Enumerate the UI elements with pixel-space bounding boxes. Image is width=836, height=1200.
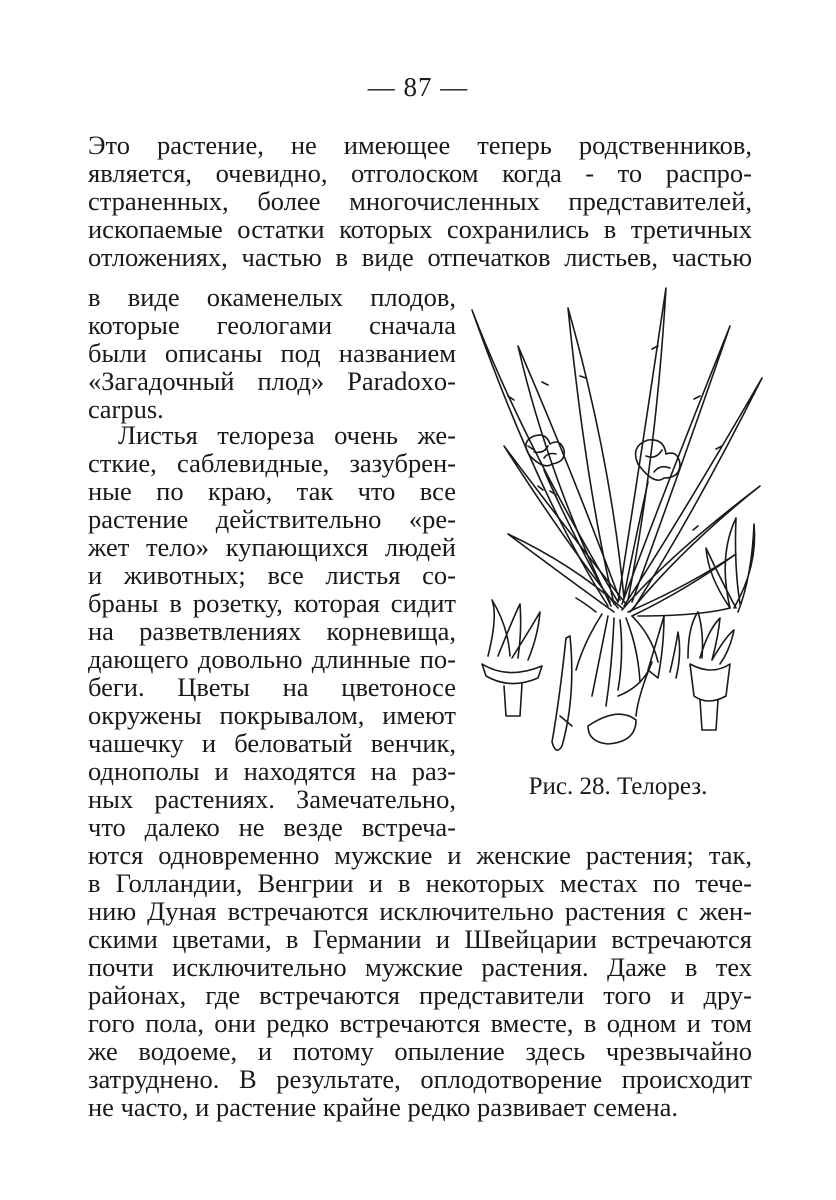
text-line: сткие, саблевидные, зазубрен-: [88, 448, 456, 478]
text-line: отложениях, частью в виде отпечатков листьев, частью: [88, 242, 752, 272]
text-line: почти исключительно мужские растения. Даже в тех: [88, 952, 752, 982]
figure-caption: Рис. 28. Телорез.: [528, 773, 708, 800]
text-line: скими цветами, в Германии и Швейцарии встречаются: [88, 924, 752, 954]
text-line: «Загадочный плод» Paradoxo-: [88, 366, 456, 396]
text-line: беги. Цветы на цветоносе: [88, 672, 456, 702]
plant-illustration: [468, 286, 768, 764]
text-line: ископаемые остатки которых сохранились в третичных: [88, 214, 752, 244]
text-line: и животных; все листья со-: [88, 560, 456, 590]
text-line: ных растениях. Замечательно,: [88, 784, 456, 814]
text-line: ные по краю, так что все: [88, 476, 456, 506]
text-line: жет тело» купающихся людей: [88, 532, 456, 562]
text-line: Листья телореза очень же-: [118, 420, 456, 450]
page-number: — 87 —: [367, 72, 469, 102]
text-line: чашечку и беловатый венчик,: [88, 728, 456, 758]
text-line: является, очевидно, отголоском когда - то распро-: [88, 158, 752, 188]
text-line: дающего довольно длинные по-: [88, 644, 456, 674]
text-line: которые геологами сначала: [88, 310, 456, 340]
text-line: нию Дуная встречаются исключительно растения с жен-: [88, 896, 752, 926]
text-line: растение действительно «ре-: [88, 504, 456, 534]
text-line: были описаны под названием: [88, 338, 456, 368]
text-line: не часто, и растение крайне редко развивает семена.: [88, 1092, 679, 1122]
text-line: однополы и находятся на раз-: [88, 756, 456, 786]
text-line: в Голландии, Венгрии и в некоторых местах по тече-: [88, 868, 752, 898]
text-line: что далеко не везде встреча-: [88, 812, 456, 842]
text-line: Это растение, не имеющее теперь родственников,: [88, 130, 752, 160]
text-line: на разветвлениях корневища,: [88, 616, 456, 646]
text-line: гого пола, они редко встречаются вместе, в одном и том: [88, 1008, 752, 1038]
text-line: ются одновременно мужские и женские растения; так,: [88, 840, 752, 870]
text-line: районах, где встречаются представители того и дру-: [88, 980, 752, 1010]
text-line: в виде окаменелых плодов,: [88, 282, 456, 312]
text-line: страненных, более многочисленных представителей,: [88, 186, 752, 216]
text-line: carpus.: [88, 394, 164, 424]
text-line: окружены покрывалом, имеют: [88, 700, 456, 730]
text-line: браны в розетку, которая сидит: [88, 588, 456, 618]
text-line: затруднено. В результате, оплодотворение происходит: [88, 1064, 752, 1094]
text-line: же водоеме, и потому опыление здесь чрезвычайно: [88, 1036, 752, 1066]
